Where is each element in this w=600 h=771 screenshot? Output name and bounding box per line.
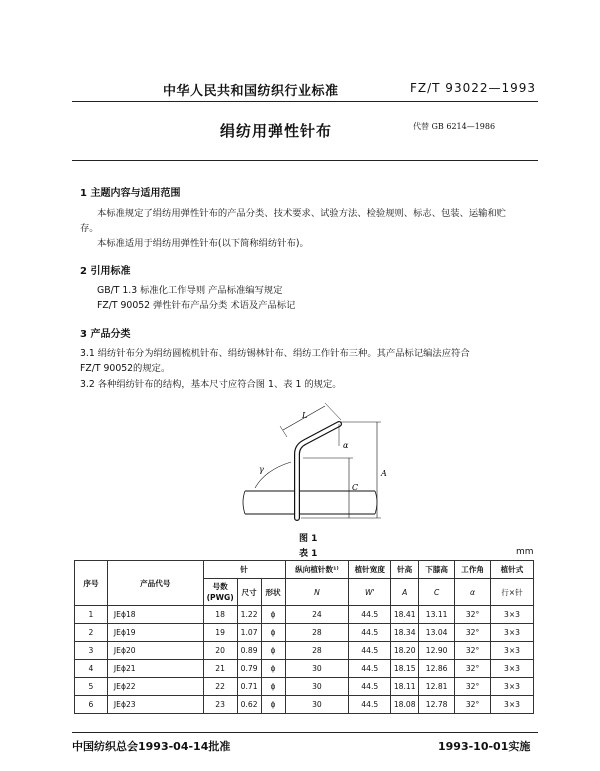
table-1-caption: 表 1 bbox=[299, 549, 318, 559]
approval-date: 中国纺织总会1993-04-14批准 bbox=[72, 740, 231, 753]
section-1-heading: 1 主题内容与适用范围 bbox=[80, 188, 181, 199]
col-width: 植针宽度 bbox=[349, 561, 391, 579]
col-code: 产品代号 bbox=[107, 561, 203, 606]
col-shape: 形状 bbox=[261, 579, 285, 606]
sym-alpha: α bbox=[455, 579, 491, 606]
footer-rule bbox=[72, 732, 538, 733]
table-unit: mm bbox=[516, 547, 534, 557]
sym-C: C bbox=[419, 579, 455, 606]
replaces-note: 代替 GB 6214—1986 bbox=[413, 122, 496, 131]
col-angle: 工作角 bbox=[455, 561, 491, 579]
issuing-body-title: 中华人民共和国纺织行业标准 bbox=[163, 84, 339, 99]
effective-date: 1993-10-01实施 bbox=[438, 740, 531, 753]
col-gauge: 号数 (PWG) bbox=[203, 579, 237, 606]
section-3-heading: 3 产品分类 bbox=[80, 329, 131, 340]
section-2-heading: 2 引用标准 bbox=[80, 266, 131, 277]
col-lower: 下膝高 bbox=[419, 561, 455, 579]
label-A: A bbox=[381, 469, 387, 478]
label-L: L bbox=[302, 411, 308, 420]
table-1 bbox=[74, 560, 534, 714]
clause-3-1: 3.1 绢纺针布分为绢纺圆梳机针布、绢纺锡林针布、绢纺工作针布三种。其产品标记编法应符合 bbox=[80, 348, 470, 359]
header-rule bbox=[72, 101, 538, 102]
col-size: 尺寸 bbox=[237, 579, 261, 606]
col-vertical: 纵向植针数¹⁾ bbox=[285, 561, 349, 579]
col-seq: 序号 bbox=[75, 561, 108, 606]
col-needle: 针 bbox=[203, 561, 285, 579]
col-height: 针高 bbox=[391, 561, 419, 579]
section-1-paragraph-1-cont: 存。 bbox=[80, 223, 99, 234]
label-C: C bbox=[352, 483, 359, 492]
table-row: 3 JEϕ20 20 0.89 ϕ 28 44.5 18.20 12.90 32° 3×3 bbox=[75, 642, 534, 660]
label-gamma: γ bbox=[259, 465, 264, 474]
col-style: 植针式 bbox=[491, 561, 534, 579]
sym-W: W' bbox=[349, 579, 391, 606]
foundation-break-left bbox=[243, 491, 245, 514]
clause-3-1-cont: FZ/T 90052的规定。 bbox=[80, 363, 171, 374]
figure-1-needle-drawing bbox=[225, 398, 400, 528]
section-1-paragraph-1: 本标准规定了绢纺用弹性针布的产品分类、技术要求、试验方法、检验规则、标志、包装、运输和贮 bbox=[97, 208, 507, 219]
clause-3-2: 3.2 各种绢纺针布的结构，基本尺寸应符合图 1、表 1 的规定。 bbox=[80, 379, 342, 390]
table-row: 5 JEϕ22 22 0.71 ϕ 30 44.5 18.11 12.81 32° 3×3 bbox=[75, 678, 534, 696]
reference-2: FZ/T 90052 弹性针布产品分类 术语及产品标记 bbox=[97, 300, 296, 311]
sym-A: A bbox=[391, 579, 419, 606]
table-header-row-1 bbox=[75, 561, 534, 579]
table-row: 4 JEϕ21 21 0.79 ϕ 30 44.5 18.15 12.86 32° 3×3 bbox=[75, 660, 534, 678]
document-title: 绢纺用弹性针布 bbox=[220, 122, 333, 140]
reference-1: GB/T 1.3 标准化工作导则 产品标准编写规定 bbox=[97, 285, 283, 296]
sym-N: N bbox=[285, 579, 349, 606]
section-1-paragraph-2: 本标准适用于绢纺用弹性针布(以下简称绢纺针布)。 bbox=[97, 238, 309, 249]
label-alpha: α bbox=[343, 441, 349, 450]
sym-style: 行×针 bbox=[491, 579, 534, 606]
table-row: 6 JEϕ23 23 0.62 ϕ 30 44.5 18.08 12.78 32° 3×3 bbox=[75, 696, 534, 714]
title-rule bbox=[72, 160, 538, 161]
table-row: 1 JEϕ18 18 1.22 ϕ 24 44.5 18.41 13.11 32° 3×3 bbox=[75, 606, 534, 624]
table-row: 2 JEϕ19 19 1.07 ϕ 28 44.5 18.34 13.04 32° 3×3 bbox=[75, 624, 534, 642]
needle-wire bbox=[297, 424, 339, 518]
figure-1-caption: 图 1 bbox=[299, 534, 318, 544]
standard-number: FZ/T 93022—1993 bbox=[410, 81, 537, 95]
